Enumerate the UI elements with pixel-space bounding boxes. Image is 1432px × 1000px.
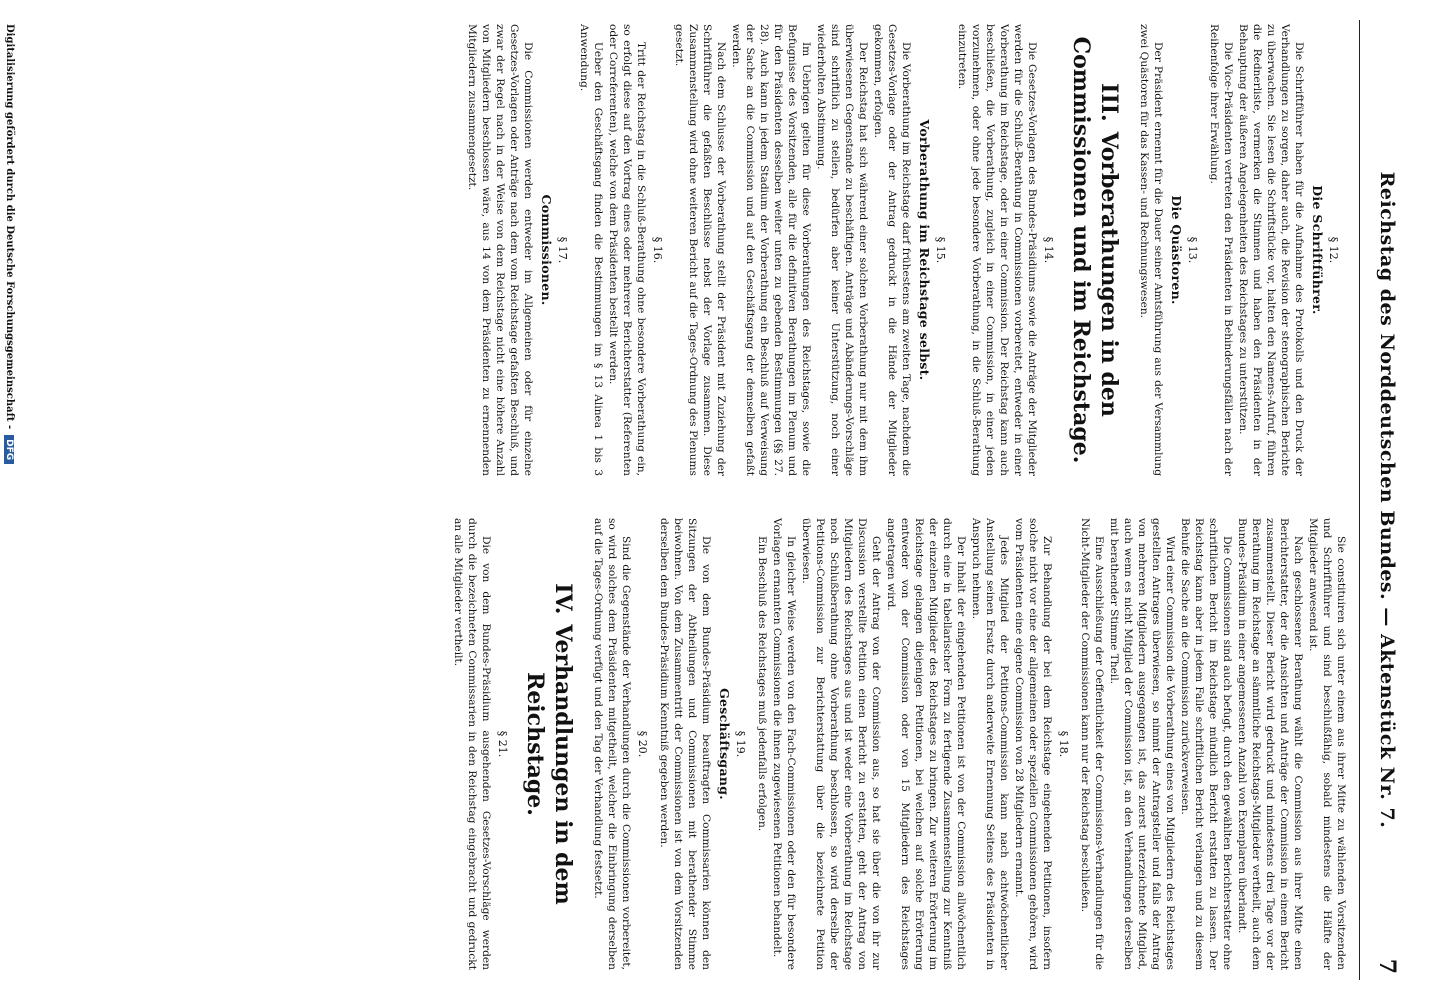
paragraph: Geht der Antrag von der Commission aus, so hat sie über die von ihr zur Discussion verstellte Petition einen Bericht zu erstatten, geht der Antrag von Mitgliedern des Reichstages aus und ist weder eine Vorberathung im Reichstage noch Schlußberathung ohne Vorberathung beschlossen, so wird derselbe der Petitions-Commission zur Berichterstattung über die bezeichnete Petition überwiesen.	[800, 518, 882, 970]
paragraph: Der Präsident ernennt für die Dauer seiner Amtsführung aus der Versammlung zwei Quästoren für das Kassen- und Rechnungswesen.	[1138, 24, 1164, 476]
paragraph: Jedes Mitglied der Petitions-Commission kann nach achtwöchentlicher Anstellung seinen Ersatz durch anderweite Ernennung Seitens des Präsidenten in Anspruch nehmen.	[970, 518, 1010, 970]
digitization-text: Digitalisierung gefördert durch die Deutsche Forschungsgemeinschaft -	[4, 24, 15, 430]
paragraph: Die Schriftführer haben für die Aufnahme des Protokolls und den Druck der Verhandlungen zu sorgen, daher auch, die Revision der stenographischen Berichte zu überwachen. Sie lesen die Schriftstücke vor, halten den Namens-Aufruf, führen die Rednerliste, vermerken die Stimmen und haben den Präsidenten in der Behauptung der äußeren Angelegenheiten des Reichstages zu unterstützen.	[1237, 24, 1305, 476]
section-heading: Vorberathung im Reichstage selbst.	[917, 119, 932, 381]
chapter-title	[521, 518, 577, 970]
dfg-logo: DFG	[4, 435, 14, 464]
paragraph: Die Commissionen sind auch befugt, durch den gewählten Berichterstatter ohne schriftlichen Bericht im Reichstage mündlich Bericht erstatten zu lassen. Der Reichstag kann aber in jedem Falle schriftlichen Bericht verlangen und zu diesem Behufe die Sache an die Commission zurückverweisen.	[1179, 518, 1233, 970]
digitization-credit	[4, 24, 15, 464]
section-heading: Commissionen.	[539, 194, 554, 306]
page-header	[1359, 20, 1404, 980]
paragraph: Die von dem Bundes-Präsidium ausgehenden Gesetzes-Vorschläge werden durch die bezeichneten Commissarien in den Reichstag eingebracht und gedruckt an alle Mitglieder vertheilt.	[452, 518, 492, 970]
paragraph: Sie constituiren sich unter einem aus ihrer Mitte zu wählenden Vorsitzenden und Schriftführer und sind beschlußfähig, sobald mindestens die Hälfte der Mitglieder anwesend ist.	[1307, 518, 1347, 970]
paragraph: Sind die Gegenstände der Verhandlungen durch die Commissionen vorbereitet, so wird solches dem Präsidenten mitgetheilt, welcher die Einbringung derselben auf die Tages-Ordnung verfügt und den Tag der Verhandlung festsetzt.	[592, 518, 632, 970]
left-column	[464, 24, 1348, 476]
chapter-number: IV.	[550, 583, 576, 615]
section-number: § 13.	[1186, 236, 1199, 264]
section-heading: Die Schriftführer.	[1310, 185, 1325, 315]
section-number: § 18.	[1057, 730, 1070, 758]
paragraph: Wird einer Commission die Vorberathung eines von Mitgliedern des Reichstages gestellten Antrages überwiesen, so nimmt der Antragsteller und falls der Antrag von mehreren Mitgliedern ausgegangen ist, das zuerst unterzeichnete Mitglied, auch wenn es nicht Mitglied der Commission ist, an den Verhandlungen derselben mit berathender Stimme Theil.	[1108, 518, 1176, 970]
paragraph: Die Vorberathung im Reichstage darf frühestens am zweiten Tage, nachdem die Gesetzes-Vorlage oder der Antrag gedruckt in die Hände der Mitglieder gekommen, erfolgen.	[872, 24, 912, 476]
paragraph: Eine Ausschließung der Oeffentlichkeit der Commissions-Verhandlungen für die Nicht-Mitglieder der Commissionen kann nur der Reichstag beschließen.	[1079, 518, 1105, 970]
paragraph: Tritt der Reichstag in die Schluß-Berathung ohne besondere Vorberathung ein, so erfolgt diese auf den Vortrag eines oder mehrerer Berichterstatter (Referenten oder Correferenten), welche von dem Präsidenten bestellt werden.	[607, 24, 647, 476]
page-number: 7	[1374, 958, 1400, 974]
section-number: § 14.	[1042, 236, 1055, 264]
paragraph: Im Uebrigen gelten für diese Vorberathungen des Reichstages, sowie die Befugnisse des Vorsitzenden, alle für die definitiven Berathungen im Plenum und für den Präsidenten desselben weiter unten zu gebenden Bestimmungen (§§ 27. 28). Auch kann in jedem Stadium der Vorberathung ein Beschluß auf Verweisung der Sache an die Commission und auf den Geschäftsgang der demselben gefaßt werden.	[730, 24, 812, 476]
section-number: § 17.	[556, 236, 569, 264]
paragraph: Die Commissionen werden entweder im Allgemeinen oder für einzelne Gesetzes-Vorlagen oder Anträge nach dem vom Reichstage gefaßten Beschluß, und zwar der Regel nach in der Weise von dem Reichstage nicht eine höhere Anzahl von Mitgliedern beschlossen wäre, aus 14 von dem Präsidenten zu ernennenden Mitgliedern zusammengesetzt.	[466, 24, 534, 476]
paragraph: Ein Beschluß des Reichstages muß jedenfalls erfolgen.	[756, 536, 768, 832]
section-number: § 15.	[934, 236, 947, 264]
paragraph: Der Inhalt der eingehenden Petitionen ist von der Commission allwöchentlich durch eine in tabellarischer Form zu fertigende Zusammenstellung zur Kenntniß der einzelnen Mitglieder des Reichstages zu bringen. Zur weiteren Erörterung im Reichstage gelangen diejenigen Petitionen, bei welchen auf solche Erörterung entweder von der Commission oder von 15 Mitgliedern des Reichstages angetragen wird.	[885, 518, 967, 970]
chapter-title-text: Verhandlungen in dem Reichstage.	[522, 624, 576, 905]
paragraph: Nach geschlossener Berathung wählt die Commission aus ihrer Mitte einen Berichterstatter, der die Ansichten und Anträge der Commission in einem Bericht zusammenstellt. Dieser Bericht wird gedruckt und mindestens drei Tage vor der Berathung im Reichstage an sämmtliche Reichstags-Mitglieder vertheilt, auch dem Bundes-Präsidium in einer angemessenen Anzahl von Exemplaren überlandt.	[1236, 518, 1304, 970]
paragraph: Die von dem Bundes-Präsidium beauftragten Commissarien können den Sitzungen der Abtheilungen und Commissionen mit berathender Stimme beiwohnen. Von dem Zusammentritt der Commissionen ist von dem Vorsitzenden derselben dem Bundes-Präsidium Kenntniß gegeben werden.	[658, 518, 712, 970]
section-number: § 12.	[1327, 236, 1340, 264]
paragraph: Ueber den Geschäftsgang finden die Bestimmungen im § 13 Alinea 1 bis 3 Anwendung.	[578, 24, 604, 476]
right-column	[450, 518, 1348, 970]
paragraph: Die Vice-Präsidenten vertreten den Präsidenten in Behinderungsfällen nach der Reihenfolge ihrer Erwählung.	[1208, 24, 1234, 476]
running-head: Reichstag des Norddeutschen Bundes. — Aktenstück Nr. 7.	[1376, 171, 1398, 829]
section-number: § 16.	[651, 236, 664, 264]
paragraph: Der Reichstag hat sich während einer solchen Vorberathung nur mit dem ihm überwiesenen Gegenstande zu beschäftigen. Anträge und Abänderungs-Vorschläge sind schriftlich zu stellen, bedürfen aber keiner Unterstützung, noch einer wiederholten Abstimmung.	[815, 24, 869, 476]
section-number: § 21.	[496, 730, 509, 758]
section-number: § 19.	[734, 730, 747, 758]
section-heading: Die Quästoren.	[1169, 195, 1184, 305]
paragraph: Nach dem Schlusse der Vorberathung stellt der Präsident mit Zuziehung der Schriftführer die gefaßten Beschlüsse nebst der Vorlage zusammen. Diese Zusammenstellung wird ohne weiteren Bericht auf die Tages-Ordnung des Plenums gesetzt.	[673, 24, 727, 476]
chapter-title-text: Vorberathungen in den Commissionen und im Reichstage.	[1068, 36, 1122, 464]
chapter-number: III.	[1096, 83, 1122, 122]
chapter-title	[1067, 24, 1123, 476]
paragraph: Zur Behandlung der bei dem Reichstage eingehenden Petitionen, insofern solche nicht vor eine der allgemeinen oder speziellen Commissionen gehören, wird vom Präsidenten eine eigene Commission von 28 Mitgliedern ernannt.	[1013, 518, 1053, 970]
section-number: § 20.	[636, 730, 649, 758]
paragraph: In gleicher Weise werden von den Fach-Commissionen oder den für besondere Vorlagen ernannten Commissionen die ihnen zugewiesenen Petitionen behandelt.	[771, 518, 797, 970]
paragraph: Die Gesetzes-Vorlagen des Bundes-Präsidiums sowie die Anträge der Mitglieder werden für die Schluß-Berathung in Commissionen vorbereitet, entweder in einer Vorberathung im Reichstage, oder in einer Commission. Der Reichstag kann auch beschließen, die Vorberathung, zugleich in einer Commission, in einer jeden vorzunehmen, oder ohne jede besondere Vorberathung, in die Schluß-Berathung einzutreten.	[956, 24, 1038, 476]
section-heading: Geschäftsgang.	[717, 688, 732, 800]
